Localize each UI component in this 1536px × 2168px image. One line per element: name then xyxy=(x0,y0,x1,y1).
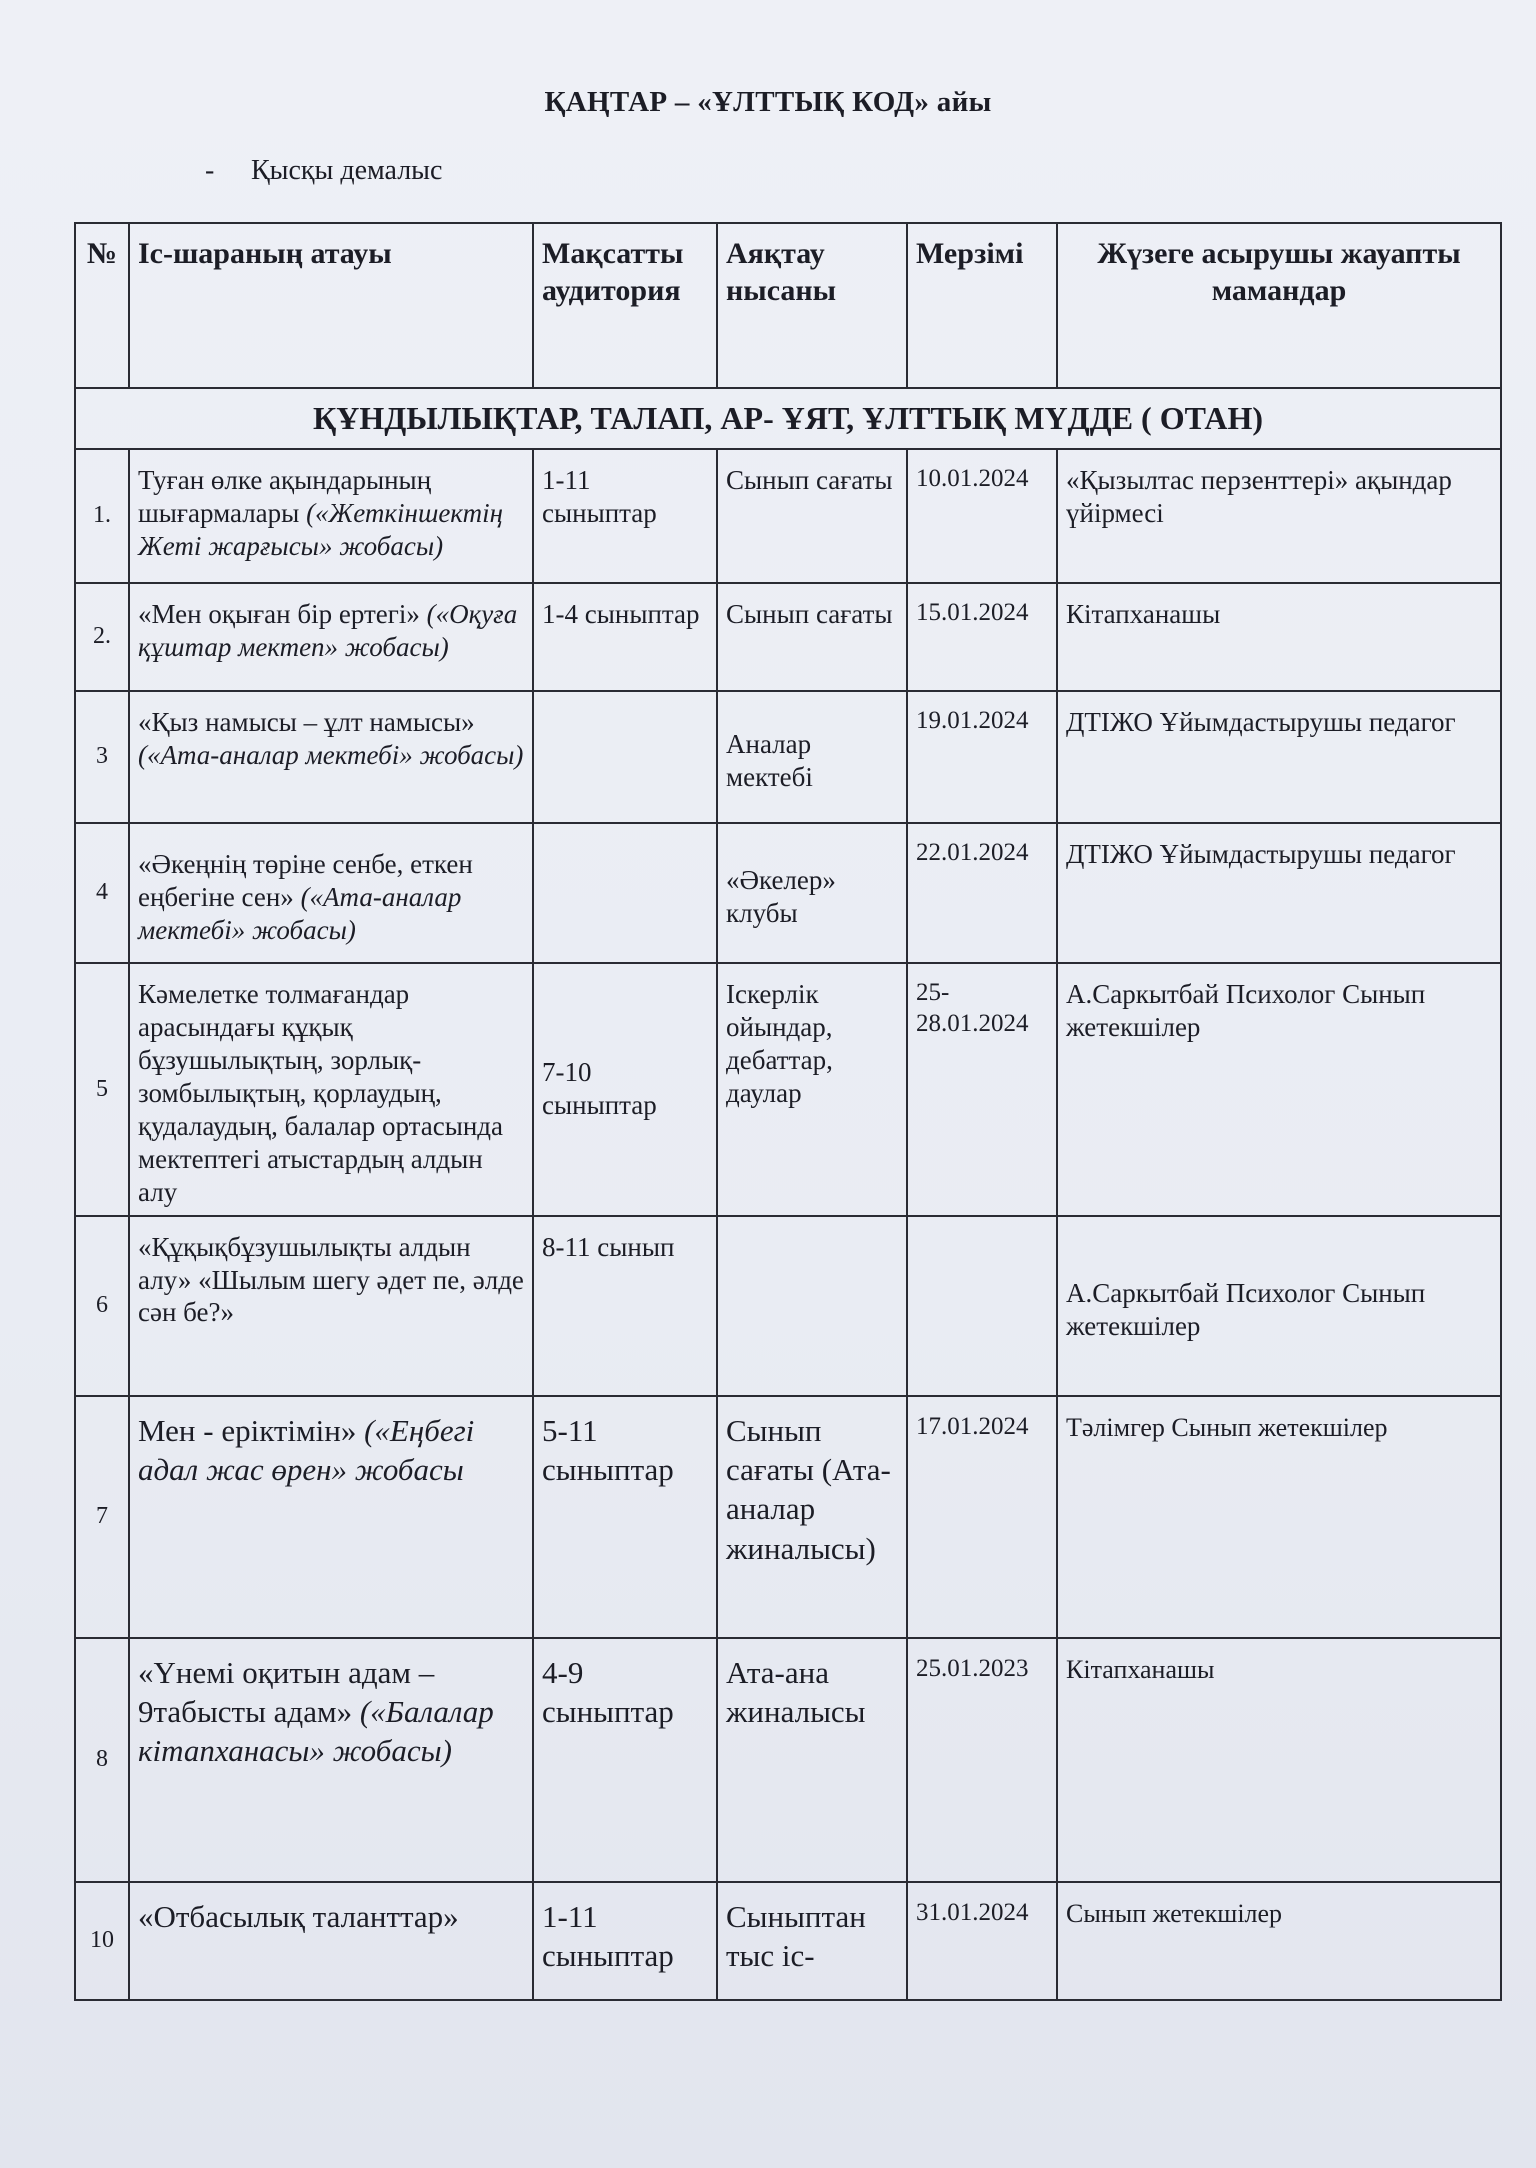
row-num: 10 xyxy=(75,1882,129,2000)
row-responsible: ДТІЖО Ұйымдастырушы педагог xyxy=(1057,823,1501,963)
row-form: Сыныптан тыс іс- xyxy=(717,1882,907,2000)
row-event-text: «Отбасылық таланттар» xyxy=(138,1898,459,1934)
row-responsible: Кітапханашы xyxy=(1057,1638,1501,1882)
row-event xyxy=(129,1638,533,1882)
row-num: 3 xyxy=(75,691,129,823)
table-row xyxy=(75,1638,1501,1882)
row-event-project: («Оқуға құштар мектеп» жобасы) xyxy=(138,599,518,662)
row-num: 7 xyxy=(75,1396,129,1638)
row-form: Сынып сағаты xyxy=(717,583,907,691)
header-responsible: Жүзеге асырушы жауапты мамандар xyxy=(1057,223,1501,388)
row-num: 2. xyxy=(75,583,129,691)
table-row xyxy=(75,963,1501,1216)
plan-table xyxy=(74,222,1502,2001)
row-num: 1. xyxy=(75,449,129,583)
row-form: «Әкелер» клубы xyxy=(717,823,907,963)
row-event xyxy=(129,1882,533,2000)
row-responsible: Сынып жетекшілер xyxy=(1057,1882,1501,2000)
row-responsible: Тәлімгер Сынып жетекшілер xyxy=(1057,1396,1501,1638)
row-responsible: ДТІЖО Ұйымдастырушы педагог xyxy=(1057,691,1501,823)
row-audience: 1-11 сыныптар xyxy=(533,1882,717,2000)
section-title: ҚҰНДЫЛЫҚТАР, ТАЛАП, АР- ҰЯТ, ҰЛТТЫҚ МҮДДЕ ( ОТАН) xyxy=(75,388,1501,449)
row-event-text: Мен - еріктімін» xyxy=(138,1412,365,1448)
table-header-row xyxy=(75,223,1501,388)
row-responsible: Кітапханашы xyxy=(1057,583,1501,691)
row-date: 25.01.2023 xyxy=(907,1638,1057,1882)
row-num: 4 xyxy=(75,823,129,963)
row-event-text: «Әкеңнің төріне сенбе, еткен еңбегіне сен» xyxy=(138,848,473,912)
row-audience: 1-11 сыныптар xyxy=(533,449,717,583)
row-form: Аналар мектебі xyxy=(717,691,907,823)
row-date: 10.01.2024 xyxy=(907,449,1057,583)
row-form xyxy=(717,1216,907,1396)
header-form: Аяқтау нысаны xyxy=(717,223,907,388)
row-date xyxy=(907,1216,1057,1396)
row-audience: 4-9 сыныптар xyxy=(533,1638,717,1882)
header-event: Іс-шараның атауы xyxy=(129,223,533,388)
row-event xyxy=(129,1216,533,1396)
page-title: ҚАҢТАР – «ҰЛТТЫҚ КОД» айы xyxy=(544,86,992,118)
row-event-text: «Мен оқыған бір ертегі» xyxy=(138,599,427,630)
row-event xyxy=(129,583,533,691)
row-form: Іскерлік ойындар, дебаттар, даулар xyxy=(717,963,907,1216)
row-responsible: А.Саркытбай Психолог Сынып жетекшілер xyxy=(1057,963,1501,1216)
row-audience xyxy=(533,691,717,823)
row-audience: 7-10 сыныптар xyxy=(533,963,717,1216)
row-event xyxy=(129,823,533,963)
row-responsible: А.Саркытбай Психолог Сынып жетекшілер xyxy=(1057,1216,1501,1396)
table-row xyxy=(75,1882,1501,2000)
row-event xyxy=(129,449,533,583)
row-event-project: («Жеткіншектің Жеті жарғысы» жобасы) xyxy=(138,497,503,561)
table-row xyxy=(75,583,1501,691)
row-event-text: «Құқықбұзушылықты алдын алу» «Шылым шегу әдет пе, әлде сән бе?» xyxy=(138,1231,524,1328)
row-date: 17.01.2024 xyxy=(907,1396,1057,1638)
row-event-project: («Ата-аналар мектебі» жобасы) xyxy=(138,881,462,945)
header-num: № xyxy=(75,223,129,388)
row-event-project: («Еңбегі адал жас өрен» жобасы xyxy=(138,1412,475,1487)
row-audience xyxy=(533,823,717,963)
row-date: 25-28.01.2024 xyxy=(907,963,1057,1216)
row-event xyxy=(129,691,533,823)
subtitle-text: Қысқы демалыс xyxy=(251,155,443,186)
table-row xyxy=(75,449,1501,583)
table-row xyxy=(75,823,1501,963)
row-form: Ата-ана жиналысы xyxy=(717,1638,907,1882)
row-date: 15.01.2024 xyxy=(907,583,1057,691)
row-event-text: «Қыз намысы – ұлт намысы» xyxy=(138,707,475,738)
header-audience: Мақсатты аудитория xyxy=(533,223,717,388)
table-row xyxy=(75,1216,1501,1396)
row-date: 22.01.2024 xyxy=(907,823,1057,963)
row-num: 6 xyxy=(75,1216,129,1396)
row-event xyxy=(129,963,533,1216)
row-date: 31.01.2024 xyxy=(907,1882,1057,2000)
header-date: Мерзімі xyxy=(907,223,1057,388)
row-event-project: («Ата-аналар мектебі» жобасы) xyxy=(138,739,524,770)
table-row xyxy=(75,691,1501,823)
section-row xyxy=(75,388,1501,449)
row-date: 19.01.2024 xyxy=(907,691,1057,823)
row-audience: 5-11 сыныптар xyxy=(533,1396,717,1638)
row-audience: 1-4 сыныптар xyxy=(533,583,717,691)
row-responsible: «Қызылтас перзенттері» ақындар үйірмесі xyxy=(1057,449,1501,583)
row-num: 5 xyxy=(75,963,129,1216)
row-event-project: («Балалар кітапханасы» жобасы) xyxy=(138,1693,494,1769)
row-num: 8 xyxy=(75,1638,129,1882)
row-audience: 8-11 сынып xyxy=(533,1216,717,1396)
row-event-text: Туған өлке ақындарының шығармалары xyxy=(138,465,432,528)
subtitle xyxy=(205,155,442,187)
row-event xyxy=(129,1396,533,1638)
row-event-text: «Үнемі оқитын адам – 9табысты адам» xyxy=(138,1654,435,1729)
subtitle-dash: - xyxy=(205,155,215,186)
row-form: Сынып сағаты xyxy=(717,449,907,583)
row-event-text: Кәмелетке толмағандар арасындағы құқық бұзушылықтың, зорлық-зомбылықтың, қорлаудың, қудалаудың, балалар ортасында мектептегі атыстардың алдын алу xyxy=(138,979,504,1207)
table-row xyxy=(75,1396,1501,1638)
row-form: Сынып сағаты (Ата-аналар жиналысы) xyxy=(717,1396,907,1638)
